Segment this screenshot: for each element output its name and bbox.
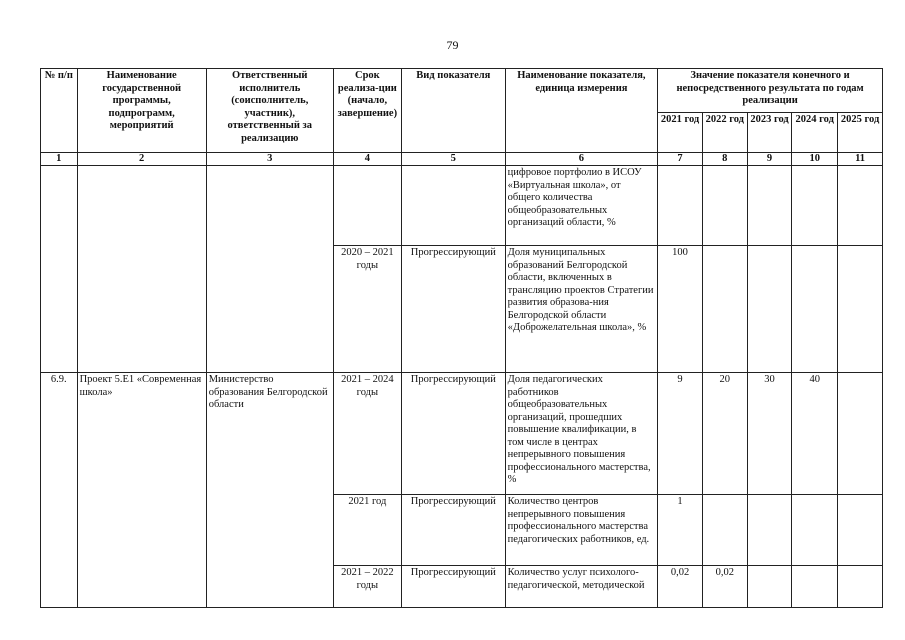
header-indicator-name: Наименование показателя, единица измерения bbox=[505, 69, 658, 153]
row-program bbox=[77, 246, 206, 373]
column-number: 7 bbox=[658, 153, 703, 166]
row-value: 1 bbox=[658, 495, 703, 566]
row-num bbox=[41, 246, 78, 373]
column-number: 4 bbox=[333, 153, 401, 166]
row-value bbox=[838, 566, 883, 608]
row-executor bbox=[206, 246, 333, 373]
column-number: 6 bbox=[505, 153, 658, 166]
row-value bbox=[838, 495, 883, 566]
row-value: 9 bbox=[658, 373, 703, 495]
row-type bbox=[401, 166, 505, 246]
row-value bbox=[792, 495, 838, 566]
indicators-table bbox=[40, 68, 883, 608]
column-number: 10 bbox=[792, 153, 838, 166]
row-indicator-name: Доля педагогических работников общеобразовательных организаций, прошедших повышение квалификации, в том числе в центрах непрерывного повышения профессионального мастерства, % bbox=[505, 373, 658, 495]
row-value bbox=[747, 166, 792, 246]
row-num bbox=[41, 166, 78, 246]
column-number: 3 bbox=[206, 153, 333, 166]
row-num: 6.9. bbox=[41, 373, 78, 495]
row-value bbox=[838, 166, 883, 246]
row-indicator-name: цифровое портфолио в ИСОУ «Виртуальная школа», от общего количества общеобразовательных организаций области, % bbox=[505, 166, 658, 246]
column-number: 1 bbox=[41, 153, 78, 166]
row-program bbox=[77, 166, 206, 246]
header-year: 2021 год bbox=[658, 113, 703, 153]
row-type: Прогрессирующий bbox=[401, 495, 505, 566]
row-period: 2021 год bbox=[333, 495, 401, 566]
row-indicator-name: Количество центров непрерывного повышения профессионального мастерства педагогических работников, ед. bbox=[505, 495, 658, 566]
table-row bbox=[41, 495, 883, 566]
row-period: 2021 – 2022 годы bbox=[333, 566, 401, 608]
row-value bbox=[792, 166, 838, 246]
row-value bbox=[838, 246, 883, 373]
row-program bbox=[77, 566, 206, 608]
row-executor: Министерство образования Белгородской области bbox=[206, 373, 333, 495]
row-value: 0,02 bbox=[702, 566, 747, 608]
column-number: 9 bbox=[747, 153, 792, 166]
column-numbers-row bbox=[41, 153, 883, 166]
row-value: 0,02 bbox=[658, 566, 703, 608]
row-value bbox=[747, 566, 792, 608]
table-row bbox=[41, 246, 883, 373]
header-year: 2024 год bbox=[792, 113, 838, 153]
row-value bbox=[702, 246, 747, 373]
header-year: 2025 год bbox=[838, 113, 883, 153]
row-value bbox=[792, 246, 838, 373]
row-type: Прогрессирующий bbox=[401, 373, 505, 495]
column-number: 2 bbox=[77, 153, 206, 166]
row-value bbox=[792, 566, 838, 608]
column-number: 11 bbox=[838, 153, 883, 166]
table-row bbox=[41, 566, 883, 608]
row-num bbox=[41, 566, 78, 608]
row-period: 2021 – 2024 годы bbox=[333, 373, 401, 495]
row-executor bbox=[206, 166, 333, 246]
row-program bbox=[77, 495, 206, 566]
header-year: 2023 год bbox=[747, 113, 792, 153]
row-value bbox=[747, 495, 792, 566]
table-row bbox=[41, 166, 883, 246]
row-executor bbox=[206, 566, 333, 608]
row-num bbox=[41, 495, 78, 566]
page-number: 79 bbox=[446, 38, 459, 52]
header-num: № п/п bbox=[41, 69, 78, 153]
row-value bbox=[658, 166, 703, 246]
header-period: Срок реализа-ции (начало, завершение) bbox=[333, 69, 401, 153]
row-executor bbox=[206, 495, 333, 566]
column-number: 5 bbox=[401, 153, 505, 166]
row-value bbox=[838, 373, 883, 495]
row-type: Прогрессирующий bbox=[401, 566, 505, 608]
row-value bbox=[702, 166, 747, 246]
row-type: Прогрессирующий bbox=[401, 246, 505, 373]
header-executor: Ответственный исполнитель (соисполнитель, участник), ответственный за реализацию bbox=[206, 69, 333, 153]
column-number: 8 bbox=[702, 153, 747, 166]
row-value: 30 bbox=[747, 373, 792, 495]
row-program: Проект 5.Е1 «Современная школа» bbox=[77, 373, 206, 495]
header-year: 2022 год bbox=[702, 113, 747, 153]
row-indicator-name: Доля муниципальных образований Белгородской области, включенных в трансляцию проектов Стратегии развития образова-ния Белгородской области «Доброжелательная школа», % bbox=[505, 246, 658, 373]
row-value bbox=[747, 246, 792, 373]
row-period bbox=[333, 166, 401, 246]
row-value: 40 bbox=[792, 373, 838, 495]
header-program: Наименование государственной программы, подпрограмм, мероприятий bbox=[77, 69, 206, 153]
row-value: 100 bbox=[658, 246, 703, 373]
row-period: 2020 – 2021 годы bbox=[333, 246, 401, 373]
row-indicator-name: Количество услуг психолого-педагогической, методической bbox=[505, 566, 658, 608]
table-row bbox=[41, 373, 883, 495]
header-values-group: Значение показателя конечного и непосредственного результата по годам реализации bbox=[658, 69, 883, 113]
row-value: 20 bbox=[702, 373, 747, 495]
row-value bbox=[702, 495, 747, 566]
header-indicator-type: Вид показателя bbox=[401, 69, 505, 153]
